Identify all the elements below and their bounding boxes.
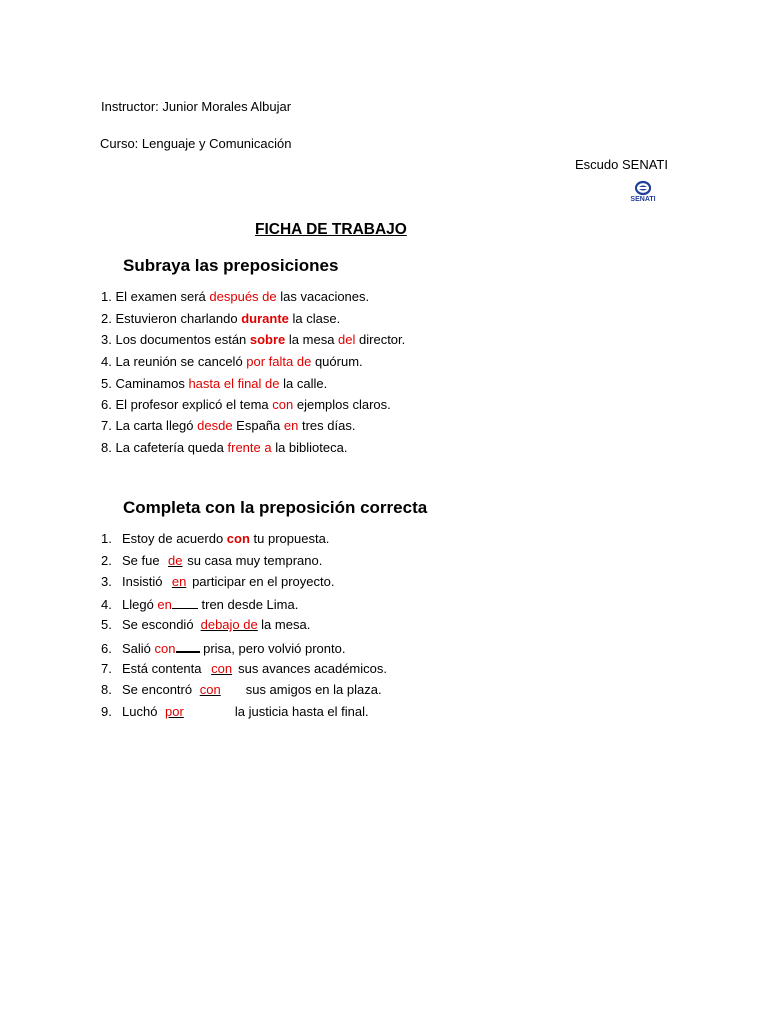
list-item: 1. Estoy de acuerdo con tu propuesta. [101,531,330,546]
senati-shield-icon [626,180,660,196]
senati-logo [626,180,660,206]
page-title: FICHA DE TRABAJO [255,221,407,238]
list-item: 5. Se escondió debajo de la mesa. [101,617,311,632]
course-line: Curso: Lenguaje y Comunicación [100,136,292,151]
list-item: 9. Luchó por la justicia hasta el final. [101,704,369,719]
list-item: 6. El profesor explicó el tema con ejemplos claros. [101,397,391,412]
list-item: 5. Caminamos hasta el final de la calle. [101,376,328,391]
section1-heading: Subraya las preposiciones [123,256,339,275]
list-item: 7. Está contenta con sus avances académicos. [101,661,387,676]
instructor-line: Instructor: Junior Morales Albujar [101,99,292,114]
list-item: 1. El examen será después de las vacaciones. [101,289,370,304]
senati-logo-text: SENATI [630,196,656,203]
list-item: 2. Estuvieron charlando durante la clase. [101,311,341,326]
list-item: 8. Se encontró con sus amigos en la plaza. [101,682,382,697]
list-item: 6. Salió con prisa, pero volvió pronto. [101,641,346,656]
section2-heading: Completa con la preposición correcta [123,498,428,517]
escudo-label: Escudo SENATI [575,157,668,172]
list-item: 4. Llegó en tren desde Lima. [101,597,299,612]
list-item: 7. La carta llegó desde España en tres días. [101,418,356,433]
list-item: 3. Insistió en participar en el proyecto. [101,574,335,589]
list-item: 2. Se fue de su casa muy temprano. [101,553,323,568]
list-item: 3. Los documentos están sobre la mesa del director. [101,332,406,347]
list-item: 8. La cafetería queda frente a la biblioteca. [101,440,348,455]
list-item: 4. La reunión se canceló por falta de quórum. [101,354,363,369]
